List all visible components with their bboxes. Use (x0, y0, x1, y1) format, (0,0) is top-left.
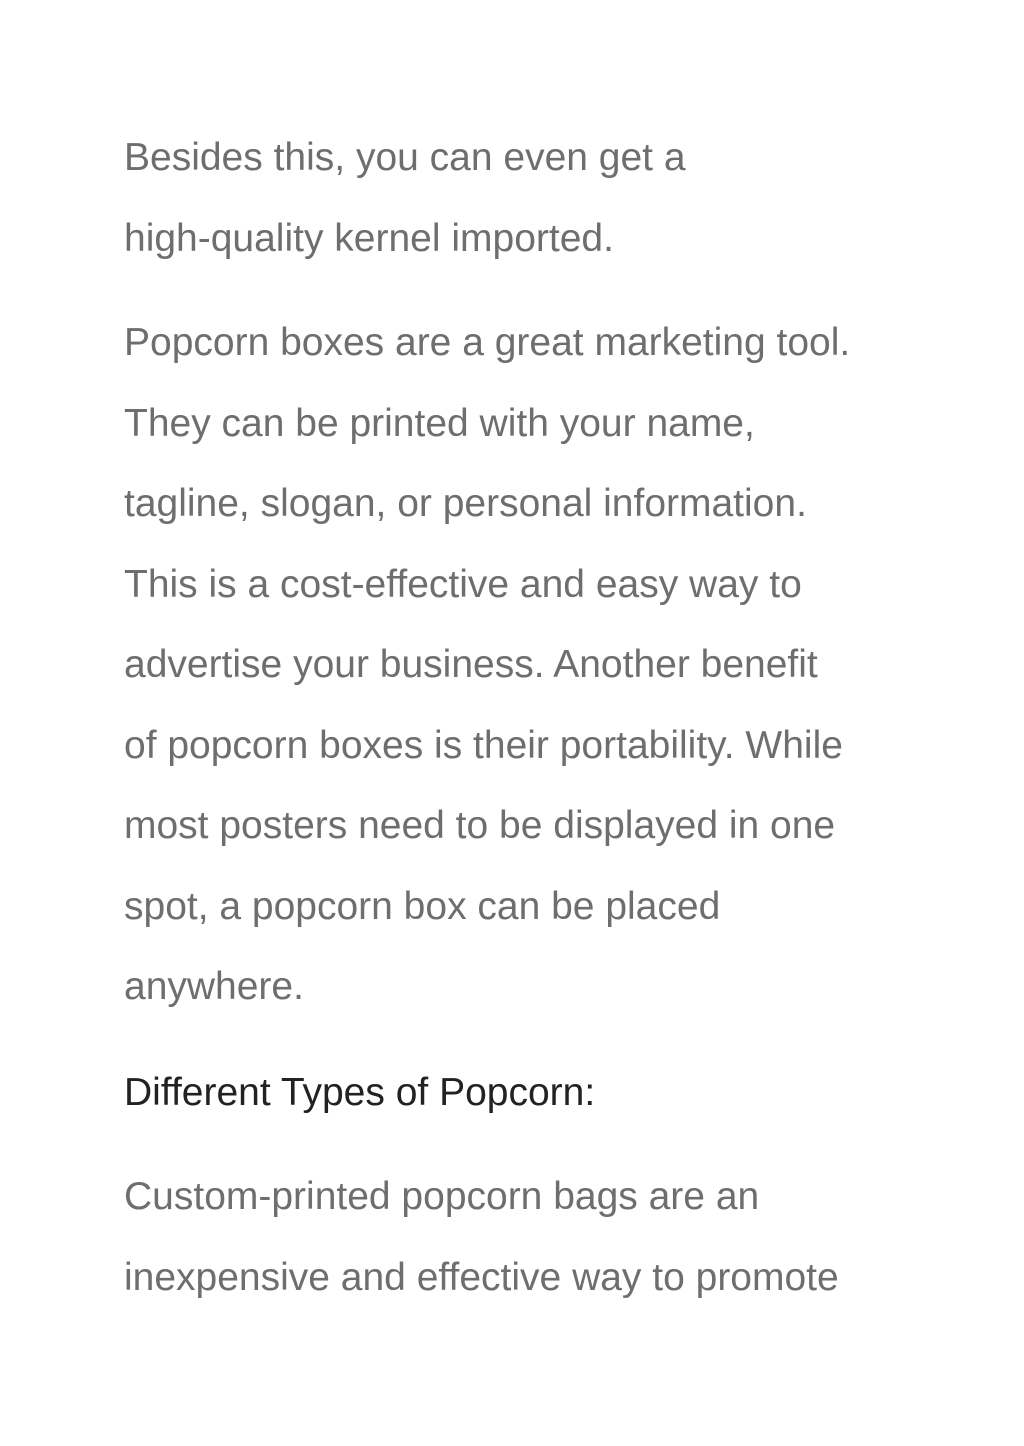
text-line: advertise your business. Another benefit (124, 643, 818, 686)
paragraph-spacer (124, 1133, 914, 1157)
section-heading: Different Types of Popcorn: (124, 1070, 596, 1114)
paragraph-kernel (124, 118, 914, 279)
paragraph-marketing (124, 303, 914, 1028)
document-page (124, 118, 914, 1318)
text-line: of popcorn boxes is their portability. While (124, 723, 843, 767)
text-line: tagline, slogan, or personal information. (124, 482, 807, 525)
paragraph-popcorn-bags (124, 1157, 914, 1318)
text-line: anywhere. (124, 965, 304, 1008)
paragraph-spacer (124, 1028, 914, 1053)
text-line: Popcorn boxes are a great marketing tool. (124, 321, 851, 364)
text-line: spot, a popcorn box can be placed (124, 884, 721, 928)
paragraph-spacer (124, 279, 914, 303)
text-line: This is a cost-effective and easy way to (124, 562, 802, 606)
text-line: They can be printed with your name, (124, 401, 755, 445)
text-line: inexpensive and effective way to promote (124, 1255, 839, 1299)
text-line: Besides this, you can even get a (124, 136, 686, 179)
text-line: high-quality kernel imported. (124, 216, 614, 260)
text-line: most posters need to be displayed in one (124, 804, 836, 847)
text-line: Custom-printed popcorn bags are an (124, 1175, 760, 1218)
